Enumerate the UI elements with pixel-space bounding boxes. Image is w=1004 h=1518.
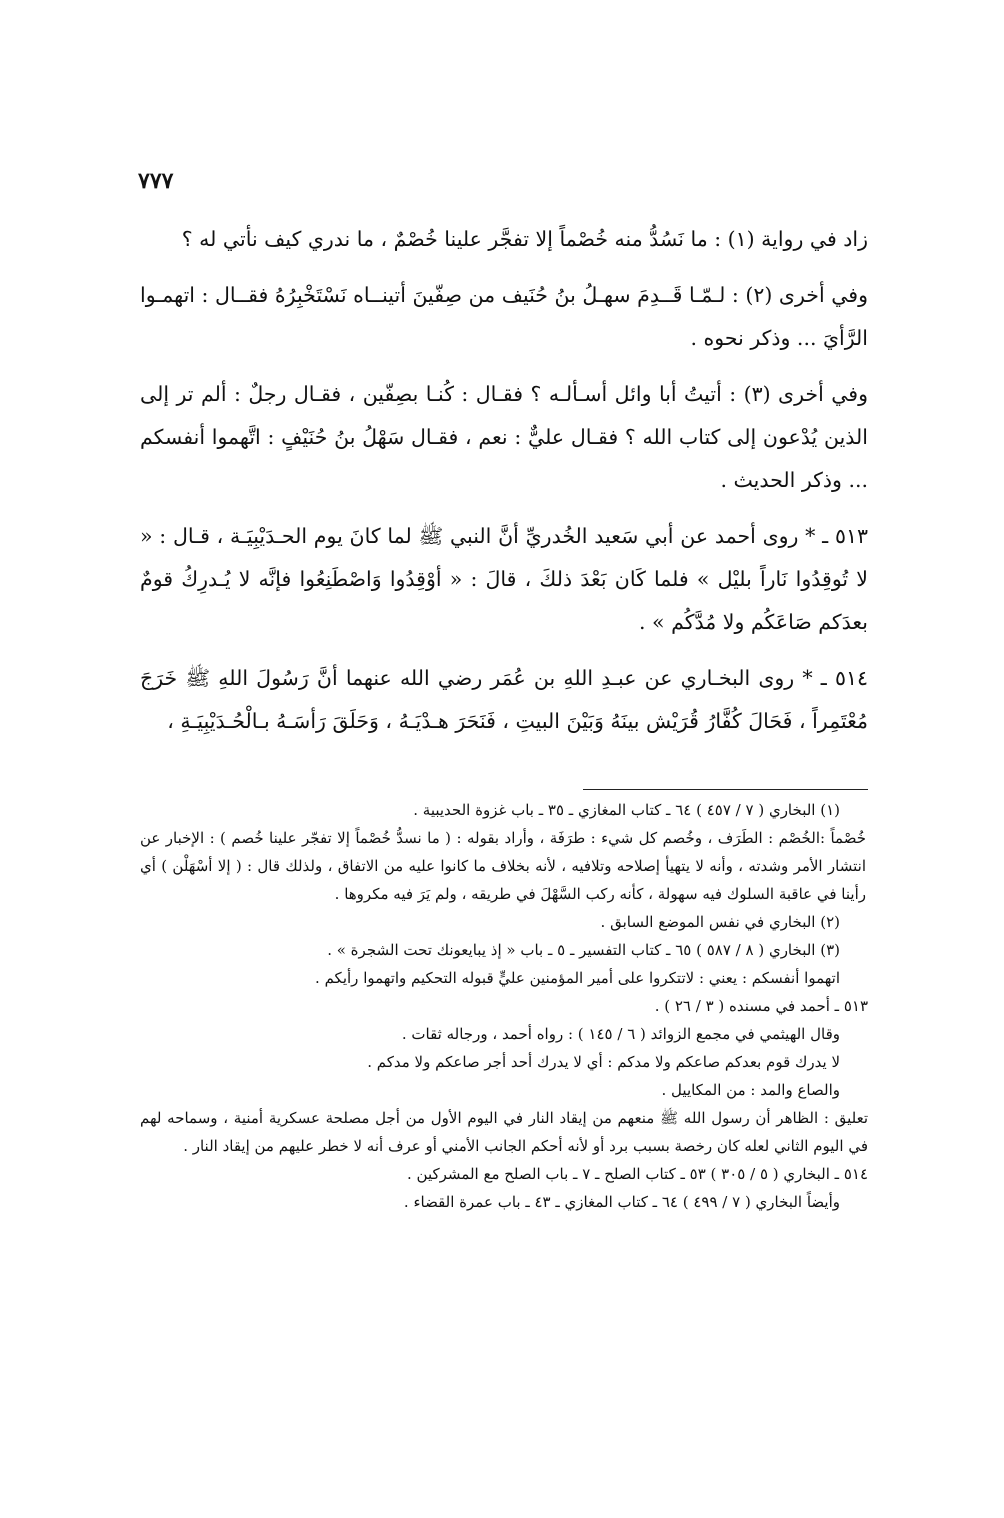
footnote-divider <box>583 789 868 790</box>
source-513: ٥١٣ ـ أحمد في مسنده ( ٣ / ٢٦ ) . <box>654 997 868 1015</box>
paragraph-2: وفي أخرى (٢) : لـمّـا قَــدِمَ سهـلُ بنُ حُنَيف من صِفّينَ أتينــاه نَسْتَخْبِرُهُ فقــال : اتهمـوا الرَّأيَ ... وذكر نحوه . <box>140 283 868 350</box>
paragraph-3: وفي أخرى (٣) : أتيتُ أبا وائل أسـألـه ؟ فقـال : كُنـا بصِفّين ، فقـال رجلٌ : ألم تر إلى الذين يُدْعون إلى كتاب الله ؟ فقـال عليٌّ : نعم ، فقـال سَهْلُ بنُ حُنَيْفٍ : اتَّهموا أنفسكم ... وذكر الحديث . <box>140 382 868 492</box>
source-514-also: وأيضاً البخاري ( ٧ / ٤٩٩ ) ٦٤ ـ كتاب المغازي ـ ٤٣ ـ باب عمرة القضاء . <box>403 1193 840 1211</box>
hadith-514: ٥١٤ ـ * روى البخـاري عن عبـدِ اللهِ بن عُمَر رضي الله عنهما أنَّ رَسُولَ اللهِ ﷺ خَرَجَ مُعْتَمِراً ، فَحَالَ كُفَّارُ قُرَيْش بينَهُ وَبَيْنَ البيتِ ، فَنَحَرَ هـدْيَـهُ ، وَحَلَقَ رَأسَـهُ بـالْحُـدَيْبِيَـةِ ، <box>140 666 868 733</box>
main-text <box>140 218 868 756</box>
source-513-measures: والصاع والمد : من المكاييل . <box>661 1081 840 1099</box>
page-number: ٧٧٧ <box>138 168 174 194</box>
source-513-explanation: لا يدرك قوم بعدكم صاعكم ولا مدكم : أي لا يدرك أحد أجر صاعكم ولا مدكم . <box>367 1053 840 1071</box>
source-513-grading: وقال الهيثمي في مجمع الزوائد ( ٦ / ١٤٥ ) : رواه أحمد ، ورجاله ثقات . <box>401 1025 840 1043</box>
footnote-3-explanation: اتهموا أنفسكم : يعني : لاتتكروا على أمير المؤمنين عليٍّ قبوله التحكيم واتهموا رأيكم . <box>315 969 840 987</box>
paragraph-1: زاد في رواية (١) : ما نَسُدُّ منه خُصْماً إلا تفجَّر علينا خُصْمٌ ، ما ندري كيف نأتي له ؟ <box>181 227 868 251</box>
footnote-2: (٢) البخاري في نفس الموضع السابق . <box>600 913 840 931</box>
footnotes <box>140 796 868 1216</box>
footnote-1-explanation: خُصْماً :الخُصْم : الطَرَف ، وخُصم كل شيء : طرَفَة ، وأراد بقوله : ( ما نسدُّ خُصْماً إلا تفجّر علينا خُصم ) : الإخبار عن انتشار الأمر وشدته ، وأنه لا يتهيأ إصلاحه وتلافيه ، لأنه بخلاف ما كانوا عليه من الاتفاق ، ولذلك قال : ( إلا أسْهَلْن ) أي رأينا في عاقبة السلوك فيه سهولة ، كأنه ركب السَّهْلَ في طريقه ، ولم يَرَ فيه مكروها . <box>140 829 866 903</box>
footnote-3: (٣) البخاري ( ٨ / ٥٨٧ ) ٦٥ ـ كتاب التفسير ـ ٥ ـ باب « إذ يبايعونك تحت الشجرة » . <box>327 941 840 959</box>
source-514: ٥١٤ ـ البخاري ( ٥ / ٣٠٥ ) ٥٣ ـ كتاب الصلح ـ ٧ ـ باب الصلح مع المشركين . <box>407 1165 868 1183</box>
hadith-513: ٥١٣ ـ * روى أحمد عن أبي سَعيد الخُدريِّ أنَّ النبي ﷺ لما كانَ يوم الحـدَيْبِيَـة ، قـال : « لا تُوقِدُوا نَاراً بليْل » فلما كَان بَعْدَ ذلكَ ، قالَ : « أوْقِدُوا وَاصْطَنِعُوا فإنَّه لا يُـدرِكُ قومٌ بعدَكم صَاعَكُم ولا مُدَّكُم » . <box>140 524 868 634</box>
footnote-1: (١) البخاري ( ٧ / ٤٥٧ ) ٦٤ ـ كتاب المغازي ـ ٣٥ ـ باب غزوة الحديبية . <box>413 801 840 819</box>
commentary: تعليق : الظاهر أن رسول الله ﷺ منعهم من إيقاد النار في اليوم الأول من أجل مصلحة عسكرية أمنية ، وسماحه لهم في اليوم الثاني لعله كان رخصة بسبب برد أو لأنه أحكم الجانب الأمني أو عرف أنه لا خطر عليهم من إيقاد النار . <box>140 1109 868 1155</box>
